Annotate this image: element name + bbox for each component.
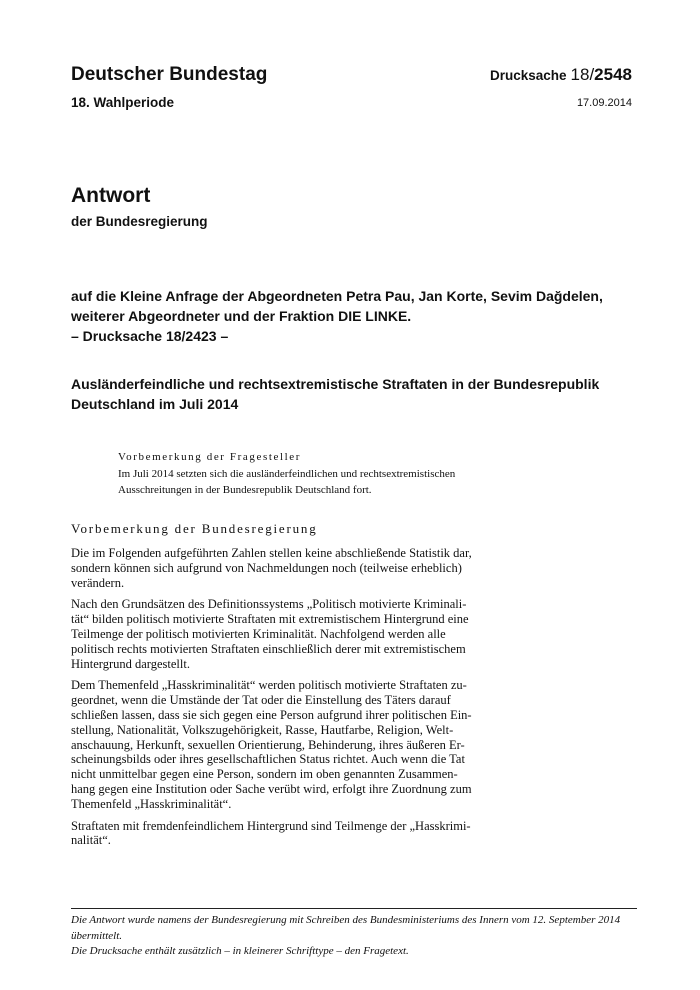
- text-line: verändern.: [71, 575, 125, 590]
- footnote: [71, 908, 637, 960]
- footnote-line: übermittelt.: [71, 929, 123, 942]
- text-line: Ausschreitungen in der Bundesrepublik Deutschland fort.: [118, 483, 372, 496]
- subject-line: Deutschland im Juli 2014: [71, 396, 239, 412]
- text-line: sondern können sich aufgrund von Nachmeldungen noch (teilweise erheblich): [71, 560, 462, 575]
- text-line: Die im Folgenden aufgeführten Zahlen stellen keine abschließende Statistik dar,: [71, 546, 472, 560]
- text-line: geordnet, wenn die Umstände der Tat oder die Einstellung des Täters darauf: [71, 693, 451, 708]
- inquiry-line: weiterer Abgeordneter und der Fraktion DIE LINKE.: [71, 308, 412, 324]
- text-line: Teilmenge der politisch motivierten Kriminalität. Nachfolgend werden alle: [71, 626, 446, 641]
- text-line: anschauung, Herkunft, sexuellen Orientierung, Behinderung, ihres äußeren Er-: [71, 737, 465, 752]
- drucksache-prefix: 18/: [570, 65, 595, 84]
- document-subject: [71, 374, 651, 414]
- footnote-line: Die Antwort wurde namens der Bundesregierung mit Schreiben des Bundesministeriums des Innern vom 12. September 2014: [71, 914, 621, 926]
- subject-line: Ausländerfeindliche und rechtsextremistische Straftaten in der Bundesrepublik: [71, 376, 600, 392]
- document-author: der Bundesregierung: [71, 214, 208, 229]
- section-heading: Vorbemerkung der Bundesregierung: [71, 521, 318, 536]
- institution-name: Deutscher Bundestag: [71, 64, 268, 85]
- document-type: Antwort: [71, 184, 151, 207]
- document-date: 17.09.2014: [576, 97, 632, 109]
- inquiry-reference: [71, 286, 651, 346]
- text-line: hang gegen eine Institution oder Sache verübt wird, erfolgt ihre Zuordnung zum: [71, 781, 472, 796]
- paragraph: [71, 597, 481, 671]
- drucksache-value: 2548: [594, 65, 632, 84]
- text-line: stellung, Nationalität, Volkszugehörigkeit, Rasse, Hautfarbe, Religion, Welt-: [71, 722, 454, 737]
- text-line: Nach den Grundsätzen des Definitionssystems „Politisch motivierte Kriminali-: [71, 597, 467, 612]
- preliminary-remark-questioners: [118, 451, 518, 498]
- paragraph: [71, 546, 481, 590]
- text-line: nicht unmittelbar gegen eine Person, sondern im oben genannten Zusammen-: [71, 767, 458, 782]
- text-line: nalität“.: [71, 833, 111, 848]
- inquiry-line: – Drucksache 18/2423 –: [71, 328, 229, 344]
- text-line: Dem Themenfeld „Hasskriminalität“ werden politisch motivierte Straftaten zu-: [71, 678, 467, 693]
- text-line: politisch rechts motivierten Straftaten einschließlich derer mit extremistischem: [71, 641, 466, 656]
- drucksache-number: [490, 65, 632, 85]
- legislative-period: 18. Wahlperiode: [71, 95, 175, 110]
- text-line: Hintergrund dargestellt.: [71, 656, 190, 671]
- text-line: Straftaten mit fremdenfeindlichem Hintergrund sind Teilmenge der „Hasskrimi-: [71, 818, 471, 833]
- document-header: [71, 64, 632, 124]
- text-line: scheinungsbilds oder ihres gesellschaftlichen Status richtet. Auch wenn die Tat: [71, 752, 465, 767]
- text-line: schließen lassen, dass sie sich gegen eine Person aufgrund ihrer politischen Ein-: [71, 707, 472, 722]
- drucksache-label: Drucksache: [489, 68, 567, 83]
- preliminary-remark-government: [71, 521, 481, 855]
- section-text: [118, 467, 518, 498]
- text-line: Im Juli 2014 setzten sich die ausländerfeindlichen und rechtsextremistischen: [118, 468, 456, 480]
- footnote-line: Die Drucksache enthält zusätzlich – in kleinerer Schrifttype – den Fragetext.: [71, 945, 409, 957]
- inquiry-line: auf die Kleine Anfrage der Abgeordneten Petra Pau, Jan Korte, Sevim Dağdelen,: [71, 288, 603, 304]
- text-line: tät“ bilden politisch motivierte Straftaten mit extremistischem Hintergrund eine: [71, 612, 469, 627]
- paragraph: [71, 678, 481, 811]
- section-heading: Vorbemerkung der Fragesteller: [118, 451, 302, 463]
- paragraph: [71, 819, 481, 849]
- text-line: Themenfeld „Hasskriminalität“.: [71, 796, 232, 811]
